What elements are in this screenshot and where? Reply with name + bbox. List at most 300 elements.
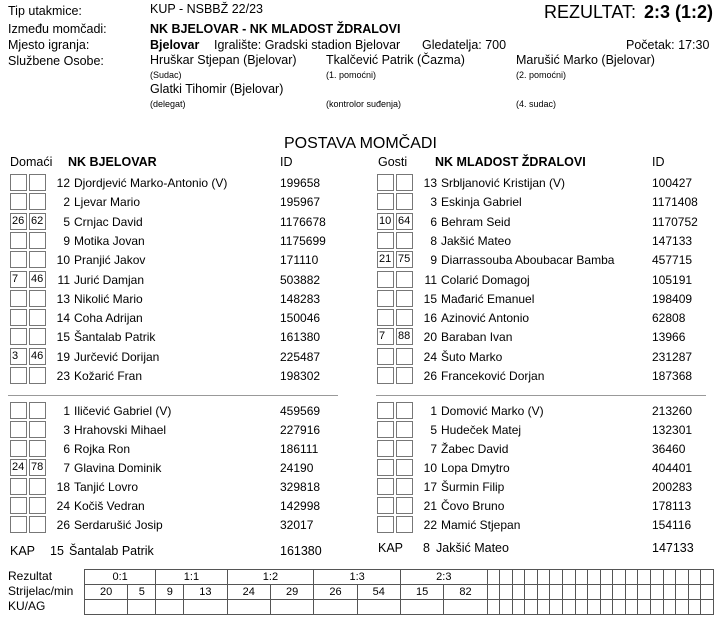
player-box-min — [396, 309, 413, 326]
empty-cell — [512, 570, 525, 585]
scorer-cell — [588, 585, 601, 600]
scorer-cell — [613, 585, 626, 600]
player-box-min — [396, 232, 413, 249]
result-row-label: Rezultat — [8, 569, 53, 583]
official-name: Glatki Tihomir (Bjelovar) — [150, 82, 284, 96]
card-cell — [400, 600, 443, 615]
player-name: Mamić Stjepan — [441, 518, 521, 532]
player-name: Žabec David — [441, 442, 509, 456]
player-number: 18 — [56, 480, 70, 494]
away-side-label: Gosti — [378, 155, 408, 169]
player-id: 147133 — [652, 233, 693, 248]
venue-label: Mjesto igranja: — [8, 38, 90, 52]
player-number: 7 — [430, 442, 437, 456]
away-player-row — [377, 251, 717, 270]
card-cell — [663, 600, 676, 615]
player-id: 225487 — [280, 349, 321, 364]
player-box-in — [377, 402, 394, 419]
player-box-min — [396, 402, 413, 419]
player-name: Motika Jovan — [74, 233, 145, 248]
player-name: Ljevar Mario — [74, 195, 141, 210]
player-name: Tanjić Lovro — [74, 480, 139, 494]
away-player-row — [377, 367, 717, 386]
away-player-row — [377, 348, 717, 367]
player-box-min: 46 — [29, 271, 46, 288]
player-number: 13 — [56, 291, 70, 306]
scorer-cell: 29 — [270, 585, 313, 600]
empty-cell — [500, 570, 513, 585]
home-captain-label: KAP — [10, 544, 36, 558]
player-number: 21 — [423, 499, 437, 513]
player-box-in: 24 — [10, 459, 27, 476]
empty-cell — [588, 570, 601, 585]
player-box-min — [396, 290, 413, 307]
player-box-min: 64 — [396, 213, 413, 230]
kickoff-value: Početak: 17:30 — [626, 38, 710, 52]
home-captain-number: 15 — [50, 544, 64, 558]
player-box-in — [10, 309, 27, 326]
home-player-row — [10, 421, 350, 440]
player-box-in: 26 — [10, 213, 27, 230]
player-number: 9 — [63, 233, 70, 248]
card-cell — [156, 600, 184, 615]
player-id: 457715 — [652, 253, 693, 268]
card-cell — [676, 600, 689, 615]
player-id: 150046 — [280, 311, 321, 326]
scorer-cell — [550, 585, 563, 600]
player-box-min — [396, 348, 413, 365]
scorer-row-label: Strijelac/min — [8, 584, 74, 598]
player-box-in: 7 — [377, 328, 394, 345]
official-role: (4. sudac) — [516, 99, 557, 109]
empty-cell — [525, 570, 538, 585]
player-name: Šantalab Patrik — [74, 330, 156, 345]
official-role: (Sudac) — [150, 70, 182, 80]
home-player-row — [10, 290, 350, 309]
player-box-min — [29, 402, 46, 419]
player-box-min — [396, 174, 413, 191]
home-player-row — [10, 367, 350, 386]
home-player-row — [10, 213, 350, 232]
player-number: 12 — [56, 176, 70, 190]
player-box-min — [396, 478, 413, 495]
official-name: Tkalčević Patrik (Čazma) — [326, 53, 465, 67]
player-box-in — [377, 440, 394, 457]
scorer-cell: 5 — [128, 585, 156, 600]
official-role: (1. pomoćni) — [326, 70, 377, 80]
section-title: POSTAVA MOMČADI — [284, 135, 437, 152]
player-number: 14 — [56, 311, 70, 326]
card-cell — [613, 600, 626, 615]
player-id: 200283 — [652, 480, 693, 494]
player-number: 1 — [430, 404, 437, 418]
player-id: 1175699 — [280, 233, 326, 248]
player-box-min — [396, 367, 413, 384]
player-box-in — [377, 232, 394, 249]
player-name: Mađarić Emanuel — [441, 291, 535, 306]
player-number: 3 — [430, 195, 437, 210]
player-box-min — [396, 440, 413, 457]
player-number: 5 — [63, 214, 70, 229]
home-player-row — [10, 497, 350, 516]
empty-cell — [613, 570, 626, 585]
player-box-in — [10, 440, 27, 457]
cards-row-label: KU/AG — [8, 599, 46, 613]
player-box-in — [377, 271, 394, 288]
empty-cell — [650, 570, 663, 585]
score-cell: 1:3 — [314, 570, 401, 585]
player-number: 2 — [63, 195, 70, 210]
player-box-min — [396, 516, 413, 533]
player-box-in: 7 — [10, 271, 27, 288]
player-box-min — [29, 290, 46, 307]
scorer-cell — [487, 585, 500, 600]
player-number: 6 — [430, 214, 437, 229]
scorer-cell — [650, 585, 663, 600]
empty-cell — [537, 570, 550, 585]
player-id: 503882 — [280, 272, 321, 287]
home-player-row — [10, 459, 350, 478]
player-name: Colarić Domagoj — [441, 272, 530, 287]
player-number: 10 — [56, 253, 70, 268]
match-type-value: KUP - NSBBŽ 22/23 — [150, 2, 264, 16]
scorer-cell — [701, 585, 714, 600]
player-id: 213260 — [652, 404, 693, 418]
player-box-min — [29, 232, 46, 249]
away-captain-label: KAP — [378, 541, 404, 555]
player-box-in — [10, 328, 27, 345]
player-id: 198302 — [280, 369, 321, 383]
player-id: 186111 — [280, 442, 319, 456]
official-role: (2. pomoćni) — [516, 70, 567, 80]
player-box-in — [10, 232, 27, 249]
away-captain-name: Jakšić Mateo — [436, 541, 509, 555]
card-cell — [487, 600, 500, 615]
player-box-in — [10, 251, 27, 268]
card-cell — [184, 600, 227, 615]
player-box-min — [29, 328, 46, 345]
card-cell — [688, 600, 701, 615]
player-name: Jurić Damjan — [74, 272, 145, 287]
player-box-in — [377, 478, 394, 495]
card-cell — [701, 600, 714, 615]
away-player-row — [377, 213, 717, 232]
scorer-cell: 9 — [156, 585, 184, 600]
card-cell — [500, 600, 513, 615]
scorer-cell — [525, 585, 538, 600]
card-cell — [227, 600, 270, 615]
home-side-label: Domaći — [10, 155, 53, 169]
scorer-cell: 13 — [184, 585, 227, 600]
player-box-min — [29, 516, 46, 533]
player-name: Behram Seid — [441, 214, 511, 229]
attendance-value: Gledatelja: 700 — [422, 38, 507, 52]
player-number: 26 — [56, 518, 70, 532]
away-divider — [376, 395, 706, 396]
player-box-min — [29, 174, 46, 191]
home-player-row — [10, 232, 350, 251]
home-player-row — [10, 193, 350, 212]
stadium-value: Igralište: Gradski stadion Bjelovar — [214, 38, 401, 52]
player-id: 198409 — [652, 291, 693, 306]
score-cell: 2:3 — [400, 570, 487, 585]
card-cell — [314, 600, 357, 615]
player-box-min: 62 — [29, 213, 46, 230]
player-number: 26 — [423, 369, 437, 383]
player-name: Azinović Antonio — [441, 311, 530, 326]
empty-cell — [600, 570, 613, 585]
card-cell — [357, 600, 400, 615]
scorer-cell — [638, 585, 651, 600]
player-box-in — [377, 174, 394, 191]
player-number: 3 — [63, 423, 70, 437]
player-number: 11 — [57, 272, 70, 287]
away-id-header: ID — [652, 155, 665, 169]
player-box-min: 46 — [29, 348, 46, 365]
home-captain-name: Šantalab Patrik — [69, 544, 154, 558]
home-player-row — [10, 174, 350, 193]
card-cell — [550, 600, 563, 615]
player-id: 178113 — [652, 499, 692, 513]
player-box-in — [377, 193, 394, 210]
result-table — [84, 569, 714, 615]
player-id: 1176678 — [280, 214, 326, 229]
card-cell — [600, 600, 613, 615]
player-box-in — [10, 174, 27, 191]
official-name: Hruškar Stjepan (Bjelovar) — [150, 53, 297, 67]
empty-cell — [625, 570, 638, 585]
player-name: Glavina Dominik — [74, 461, 162, 475]
home-player-row — [10, 271, 350, 290]
player-name: Čovo Bruno — [441, 499, 505, 513]
away-player-row — [377, 174, 717, 193]
player-box-min — [29, 193, 46, 210]
away-player-row — [377, 232, 717, 251]
away-player-row — [377, 459, 717, 478]
player-number: 19 — [56, 349, 70, 364]
player-box-min — [29, 497, 46, 514]
home-player-row — [10, 440, 350, 459]
officials-label: Službene Osobe: — [8, 54, 104, 68]
empty-cell — [688, 570, 701, 585]
card-cell — [85, 600, 128, 615]
match-title: NK BJELOVAR - NK MLADOST ŽDRALOVI — [150, 22, 401, 36]
player-box-in — [10, 497, 27, 514]
home-player-row — [10, 328, 350, 347]
home-player-row — [10, 516, 350, 535]
player-name: Franceković Dorjan — [441, 369, 545, 383]
scorer-cell — [625, 585, 638, 600]
player-number: 13 — [423, 176, 437, 190]
home-id-header: ID — [280, 155, 293, 169]
away-player-row — [377, 440, 717, 459]
player-box-in — [10, 193, 27, 210]
card-cell — [128, 600, 156, 615]
player-box-in — [10, 421, 27, 438]
player-box-min — [396, 459, 413, 476]
empty-cell — [563, 570, 576, 585]
away-player-row — [377, 402, 717, 421]
player-id: 62808 — [652, 311, 686, 326]
player-box-min — [29, 478, 46, 495]
official-name: Marušić Marko (Bjelovar) — [516, 53, 655, 67]
scorer-cell: 15 — [400, 585, 443, 600]
player-box-in — [377, 348, 394, 365]
away-player-row — [377, 328, 717, 347]
card-cell — [537, 600, 550, 615]
player-box-min — [29, 440, 46, 457]
scorer-cell — [676, 585, 689, 600]
player-box-in: 10 — [377, 213, 394, 230]
player-number: 15 — [56, 330, 70, 345]
scorer-cell: 20 — [85, 585, 128, 600]
player-id: 142998 — [280, 499, 321, 513]
empty-cell — [663, 570, 676, 585]
player-box-in — [10, 478, 27, 495]
player-number: 23 — [56, 369, 70, 383]
card-cell — [512, 600, 525, 615]
player-number: 8 — [430, 233, 437, 248]
player-id: 329818 — [280, 480, 321, 494]
scorer-cell — [512, 585, 525, 600]
player-name: Iličević Gabriel (V) — [74, 404, 172, 418]
player-number: 15 — [423, 291, 437, 306]
card-cell — [563, 600, 576, 615]
player-id: 13966 — [652, 330, 686, 345]
player-name: Hrahovski Mihael — [74, 423, 167, 437]
player-box-in — [377, 290, 394, 307]
player-box-in — [10, 290, 27, 307]
empty-cell — [550, 570, 563, 585]
player-box-min — [29, 421, 46, 438]
scorer-cell — [600, 585, 613, 600]
player-number: 22 — [423, 518, 437, 532]
player-name: Nikolić Mario — [74, 291, 143, 306]
player-id: 161380 — [280, 330, 321, 345]
player-id: 171110 — [280, 253, 319, 268]
official-role: (kontrolor suđenja) — [326, 99, 402, 109]
empty-cell — [701, 570, 714, 585]
player-number: 9 — [430, 253, 437, 268]
player-name: Eskinja Gabriel — [441, 195, 522, 210]
place-value: Bjelovar — [150, 38, 200, 52]
player-number: 5 — [430, 423, 437, 437]
player-number: 10 — [423, 461, 437, 475]
player-id: 32017 — [280, 518, 314, 532]
player-name: Kočiš Vedran — [74, 499, 145, 513]
card-cell — [575, 600, 588, 615]
player-number: 6 — [63, 442, 70, 456]
player-id: 199658 — [280, 176, 321, 190]
player-name: Jakšić Mateo — [441, 233, 512, 248]
home-divider — [8, 395, 338, 396]
away-player-row — [377, 309, 717, 328]
player-box-min — [396, 193, 413, 210]
away-team-name: NK MLADOST ŽDRALOVI — [435, 155, 586, 169]
player-box-in — [377, 367, 394, 384]
player-name: Šuto Marko — [441, 349, 503, 364]
player-name: Jurčević Dorijan — [74, 349, 160, 364]
away-player-row — [377, 478, 717, 497]
result-value: 2:3 (1:2) — [644, 2, 714, 22]
player-name: Crnjac David — [74, 214, 143, 229]
player-number: 1 — [63, 404, 70, 418]
scorer-cell — [563, 585, 576, 600]
player-id: 105191 — [652, 272, 693, 287]
player-name: Hudeček Matej — [441, 423, 522, 437]
player-id: 36460 — [652, 442, 686, 456]
player-number: 20 — [423, 330, 437, 345]
result-label: REZULTAT: — [544, 2, 637, 22]
player-number: 16 — [423, 311, 437, 326]
empty-cell — [487, 570, 500, 585]
player-id: 1171408 — [652, 195, 698, 210]
player-box-in: 3 — [10, 348, 27, 365]
home-player-row — [10, 402, 350, 421]
scorer-cell — [500, 585, 513, 600]
player-id: 100427 — [652, 176, 693, 190]
player-box-in: 21 — [377, 251, 394, 268]
scorer-cell — [537, 585, 550, 600]
home-player-row — [10, 478, 350, 497]
player-name: Pranjić Jakov — [74, 253, 146, 268]
player-box-min — [29, 367, 46, 384]
away-captain-number: 8 — [423, 541, 430, 555]
player-number: 7 — [63, 461, 70, 475]
away-player-row — [377, 516, 717, 535]
home-player-row — [10, 348, 350, 367]
player-box-in — [377, 459, 394, 476]
empty-cell — [638, 570, 651, 585]
player-name: Diarrassouba Aboubacar Bamba — [441, 253, 615, 268]
player-id: 132301 — [652, 423, 693, 437]
player-box-min — [29, 251, 46, 268]
away-player-row — [377, 271, 717, 290]
player-name: Serdarušić Josip — [74, 518, 163, 532]
player-number: 24 — [56, 499, 70, 513]
player-box-min — [396, 271, 413, 288]
scorer-cell — [575, 585, 588, 600]
player-number: 24 — [423, 349, 437, 364]
player-box-in — [10, 367, 27, 384]
player-box-min: 78 — [29, 459, 46, 476]
player-name: Lopa Dmytro — [441, 461, 510, 475]
away-captain-id: 147133 — [652, 541, 694, 555]
card-cell — [638, 600, 651, 615]
official-role: (delegat) — [150, 99, 186, 109]
card-cell — [270, 600, 313, 615]
player-number: 11 — [424, 272, 437, 287]
empty-cell — [676, 570, 689, 585]
home-captain-id: 161380 — [280, 544, 322, 558]
player-box-min — [396, 497, 413, 514]
away-player-row — [377, 193, 717, 212]
player-id: 154116 — [652, 518, 692, 532]
player-name: Kožarić Fran — [74, 369, 143, 383]
home-team-name: NK BJELOVAR — [68, 155, 157, 169]
player-id: 187368 — [652, 369, 693, 383]
player-box-min: 88 — [396, 328, 413, 345]
away-player-row — [377, 290, 717, 309]
card-cell — [650, 600, 663, 615]
player-name: Srbljanović Kristijan (V) — [441, 176, 566, 190]
card-cell — [625, 600, 638, 615]
card-cell — [525, 600, 538, 615]
player-id: 148283 — [280, 291, 321, 306]
player-name: Domović Marko (V) — [441, 404, 544, 418]
away-player-row — [377, 497, 717, 516]
scorer-cell — [663, 585, 676, 600]
